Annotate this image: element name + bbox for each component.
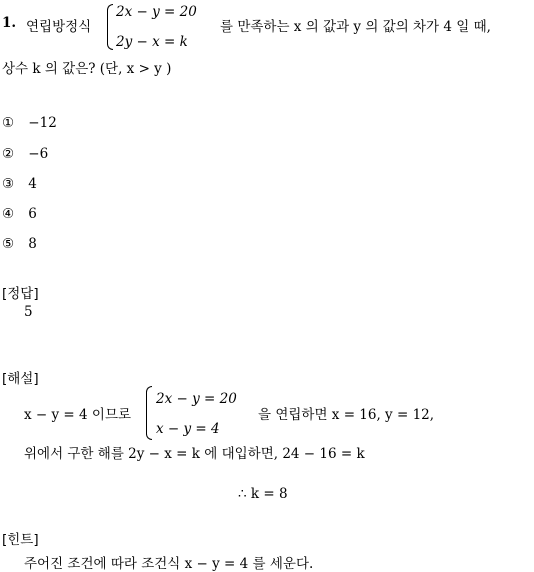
question-system-eq1: 2x − y = 20 [116, 4, 197, 20]
solution-line1-post: 을 연립하면 x = 16, y = 12, [258, 407, 435, 423]
solution-conclusion: ∴ k = 8 [238, 486, 288, 502]
question-line2: 상수 k 의 값은? (단, x > y ) [2, 61, 172, 77]
choice-text: −12 [28, 115, 57, 131]
choice-1[interactable] [2, 115, 57, 131]
solution-system-eq1: 2x − y = 20 [156, 391, 237, 407]
choice-3[interactable] [2, 176, 37, 192]
question-system-brace [107, 4, 113, 50]
answer-label: [정답] [2, 286, 39, 302]
choice-2[interactable] [2, 146, 48, 162]
choice-mark: ⑤ [2, 236, 15, 252]
choice-text: −6 [28, 146, 49, 162]
solution-system-brace [146, 386, 152, 440]
choice-text: 8 [28, 236, 37, 252]
choice-mark: ① [2, 115, 15, 131]
choice-mark: ④ [2, 206, 15, 222]
solution-line1-pre: x − y = 4 이므로 [24, 407, 132, 423]
choice-mark: ② [2, 146, 15, 162]
choice-text: 6 [28, 206, 37, 222]
choice-4[interactable] [2, 206, 37, 222]
solution-system-eq2: x − y = 4 [156, 421, 220, 437]
hint-text: 주어진 조건에 따라 조건식 x − y = 4 를 세운다. [24, 556, 314, 572]
question-number: 1. [2, 15, 17, 31]
choice-mark: ③ [2, 176, 15, 192]
solution-label: [해설] [2, 371, 39, 387]
question-lead: 연립방정식 [26, 19, 92, 35]
question-tail: 를 만족하는 x 의 값과 y 의 값의 차가 4 일 때, [220, 19, 491, 35]
choice-5[interactable] [2, 236, 37, 252]
solution-line2: 위에서 구한 해를 2y − x = k 에 대입하면, 24 − 16 = k [24, 446, 365, 462]
hint-label: [힌트] [2, 532, 39, 548]
answer-value: 5 [24, 304, 33, 320]
question-system-eq2: 2y − x = k [116, 34, 188, 50]
choice-text: 4 [28, 176, 37, 192]
